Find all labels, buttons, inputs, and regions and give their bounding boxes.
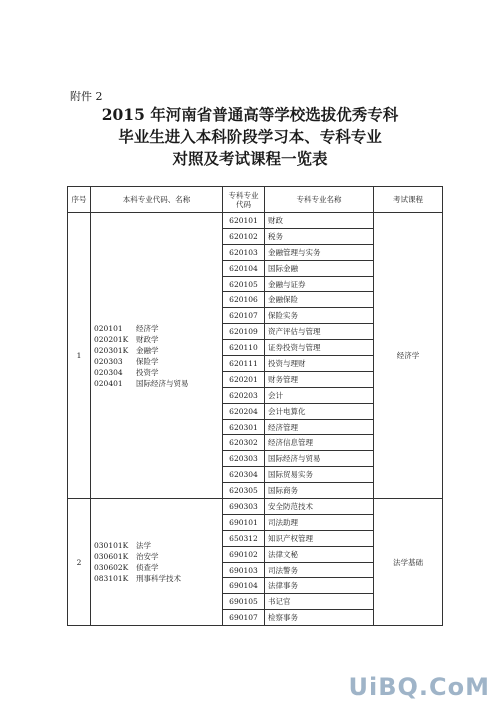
junior-name: 司法助理	[265, 514, 374, 530]
junior-name: 金融与证券	[265, 276, 374, 292]
table-row	[68, 213, 443, 229]
junior-code: 620301	[223, 419, 265, 435]
header-junior-name: 专科专业名称	[265, 187, 374, 213]
exam-course: 经济学	[374, 213, 443, 499]
undergrad-name: 治安学	[136, 552, 159, 562]
undergrad-name: 刑事科学技术	[136, 574, 181, 584]
undergrad-major-item	[94, 573, 219, 584]
junior-name: 资产评估与管理	[265, 324, 374, 340]
junior-name: 证券投资与管理	[265, 340, 374, 356]
junior-code: 620102	[223, 228, 265, 244]
undergrad-name: 国际经济与贸易	[136, 378, 189, 388]
junior-code: 620106	[223, 292, 265, 308]
undergrad-major-item	[94, 334, 219, 345]
undergrad-major-item	[94, 551, 219, 562]
undergrad-major-item	[94, 540, 219, 551]
undergrad-major-item	[94, 323, 219, 334]
junior-code: 620305	[223, 483, 265, 499]
junior-name: 法律事务	[265, 578, 374, 594]
watermark-logo: UiBQ.CoM	[348, 673, 490, 701]
junior-code: 620303	[223, 451, 265, 467]
undergrad-majors	[91, 213, 223, 499]
undergrad-code: 020304	[94, 367, 123, 377]
junior-code: 690102	[223, 546, 265, 562]
junior-name: 金融保险	[265, 292, 374, 308]
junior-name: 国际金融	[265, 260, 374, 276]
junior-code: 620105	[223, 276, 265, 292]
group-seq: 2	[68, 499, 91, 626]
junior-code: 690107	[223, 610, 265, 626]
junior-name: 经济管理	[265, 419, 374, 435]
junior-code: 620103	[223, 244, 265, 260]
undergrad-name: 投资学	[136, 367, 159, 377]
junior-name: 安全防范技术	[265, 499, 374, 515]
undergrad-code: 030101K	[94, 541, 129, 551]
junior-name: 投资与理财	[265, 356, 374, 372]
undergrad-name: 经济学	[136, 323, 159, 333]
junior-code: 650312	[223, 530, 265, 546]
junior-code: 690104	[223, 578, 265, 594]
undergrad-code: 030602K	[94, 563, 129, 573]
undergrad-name: 法学	[136, 541, 151, 551]
junior-code: 690103	[223, 562, 265, 578]
undergrad-major-item	[94, 562, 219, 573]
group-seq: 1	[68, 213, 91, 499]
junior-name: 国际商务	[265, 483, 374, 499]
undergrad-code: 083101K	[94, 574, 129, 584]
undergrad-majors	[91, 499, 223, 626]
header-junior-code: 专科专业代码	[223, 187, 265, 213]
junior-name: 知识产权管理	[265, 530, 374, 546]
junior-name: 会计电算化	[265, 403, 374, 419]
undergrad-name: 金融学	[136, 345, 159, 355]
junior-code: 620302	[223, 435, 265, 451]
junior-code: 690303	[223, 499, 265, 515]
undergrad-code: 030601K	[94, 552, 129, 562]
junior-name: 财务管理	[265, 371, 374, 387]
undergrad-code: 020201K	[94, 334, 129, 344]
junior-name: 国际贸易实务	[265, 467, 374, 483]
undergrad-code: 020401	[94, 378, 123, 388]
attachment-label: 附件 2	[70, 90, 103, 103]
course-table	[67, 186, 443, 626]
junior-code: 620109	[223, 324, 265, 340]
junior-code: 620104	[223, 260, 265, 276]
title-line-3: 对照及考试课程一览表	[172, 149, 328, 168]
junior-code: 690101	[223, 514, 265, 530]
junior-name: 法律文秘	[265, 546, 374, 562]
junior-code: 620204	[223, 403, 265, 419]
undergrad-major-item	[94, 356, 219, 367]
header-undergrad: 本科专业代码、名称	[91, 187, 223, 213]
title-line-1: 2015 年河南省普通高等学校选拔优秀专科	[101, 105, 399, 124]
junior-code: 620111	[223, 356, 265, 372]
header-seq: 序号	[68, 187, 91, 213]
junior-code: 620101	[223, 213, 265, 229]
junior-code: 620201	[223, 371, 265, 387]
undergrad-code: 020303	[94, 356, 123, 366]
undergrad-code: 020301K	[94, 345, 129, 355]
junior-name: 司法警务	[265, 562, 374, 578]
junior-name: 金融管理与实务	[265, 244, 374, 260]
exam-course: 法学基础	[374, 499, 443, 626]
junior-name: 会计	[265, 387, 374, 403]
junior-code: 620110	[223, 340, 265, 356]
undergrad-major-item	[94, 367, 219, 378]
junior-code: 620304	[223, 467, 265, 483]
undergrad-major-item	[94, 345, 219, 356]
junior-name: 财政	[265, 213, 374, 229]
title-line-2: 毕业生进入本科阶段学习本、专科专业	[118, 127, 382, 146]
header-exam: 考试课程	[374, 187, 443, 213]
undergrad-major-item	[94, 378, 219, 389]
junior-code: 620107	[223, 308, 265, 324]
undergrad-name: 保险学	[136, 356, 159, 366]
undergrad-name: 财政学	[136, 334, 159, 344]
undergrad-code: 020101	[94, 323, 123, 333]
table-row	[68, 499, 443, 515]
junior-code: 690105	[223, 594, 265, 610]
junior-code: 620203	[223, 387, 265, 403]
junior-name: 检察事务	[265, 610, 374, 626]
junior-name: 国际经济与贸易	[265, 451, 374, 467]
undergrad-name: 侦查学	[136, 563, 159, 573]
junior-name: 保险实务	[265, 308, 374, 324]
junior-name: 税务	[265, 228, 374, 244]
junior-name: 经济信息管理	[265, 435, 374, 451]
table-header-row	[68, 187, 443, 213]
junior-name: 书记官	[265, 594, 374, 610]
